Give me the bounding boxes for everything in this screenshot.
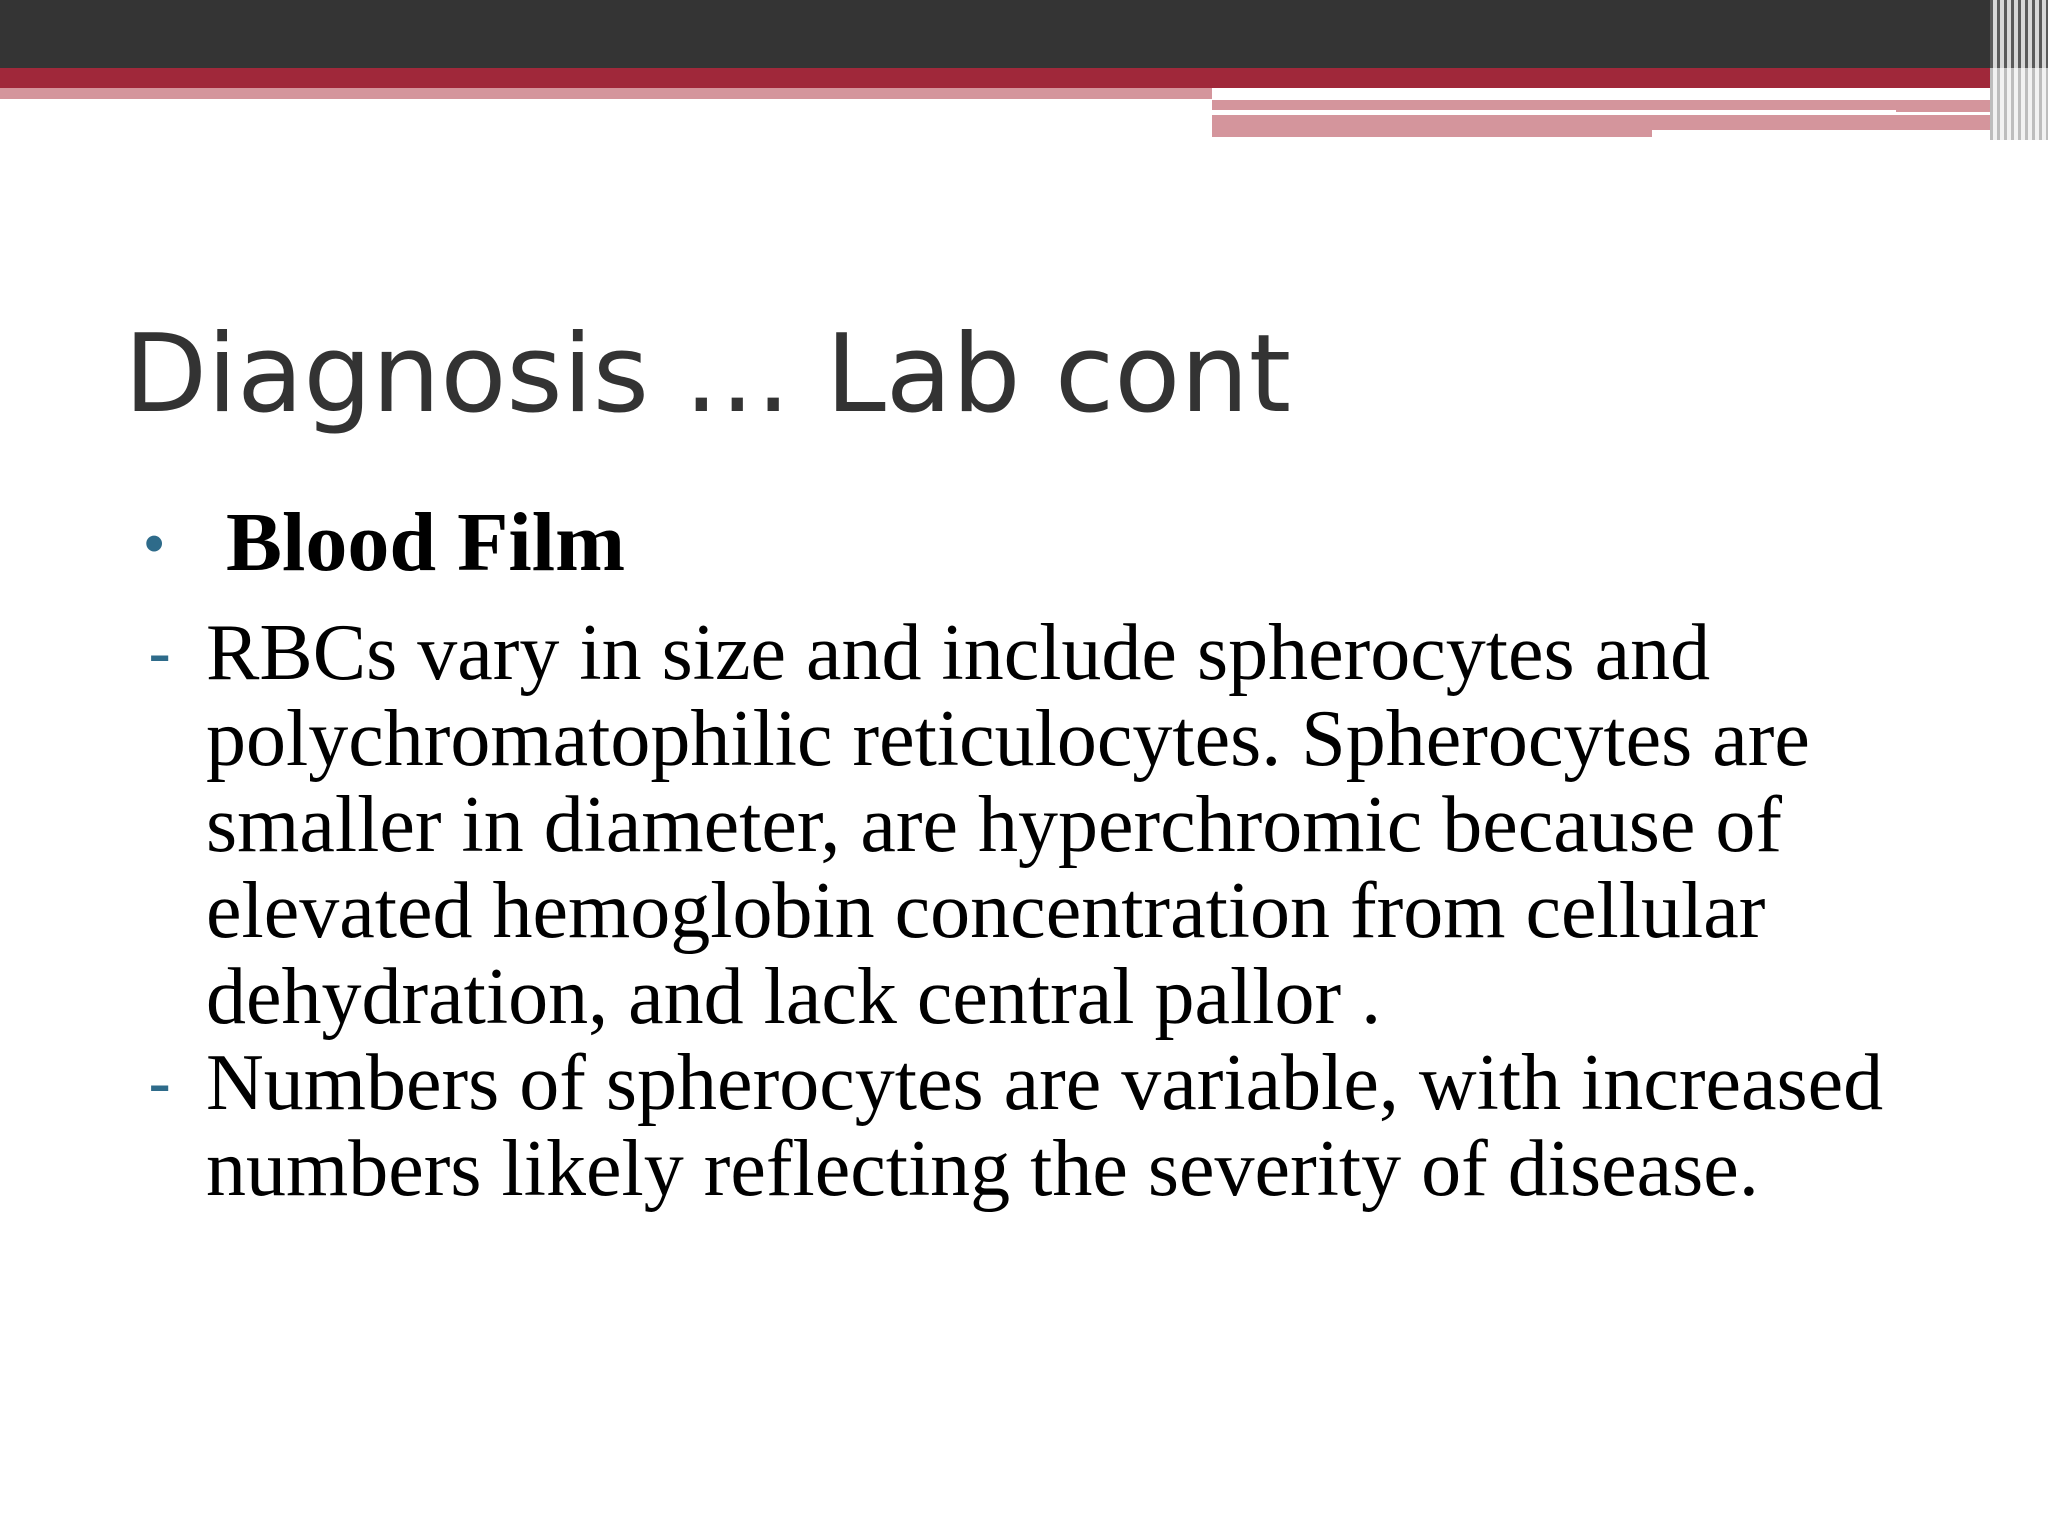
header-pink-bar-left [0,88,1212,99]
dash-item-text: RBCs vary in size and include spherocytes and polychromatophilic reticulocytes. Spherocytes are smaller in diameter, are hyperchromic because of elevated hemoglobin concentration from cellular dehydration, and lack central pallor . [206,609,1810,1041]
dash-item-rbc-description [140,610,1900,1040]
bullet-marker: • [144,511,165,576]
header-pink-bar-right-end [1652,115,2048,130]
bullet-item-blood-film [140,496,1900,610]
bullet-label: Blood Film [226,496,626,589]
header-dark-bar [0,0,2048,68]
slide-title: Diagnosis … Lab cont [124,312,1292,437]
dash-item-spherocyte-numbers [140,1040,1900,1212]
header-pink-bar-right-lower [1212,115,1652,137]
header-red-bar [0,68,2048,88]
dash-marker: - [148,614,172,692]
dash-marker: - [148,1044,172,1122]
slide-body [140,496,1900,1213]
dash-item-text: Numbers of spherocytes are variable, with increased numbers likely reflecting the severity of disease. [206,1039,1884,1213]
edge-stripes-decoration-top [1990,0,2048,68]
